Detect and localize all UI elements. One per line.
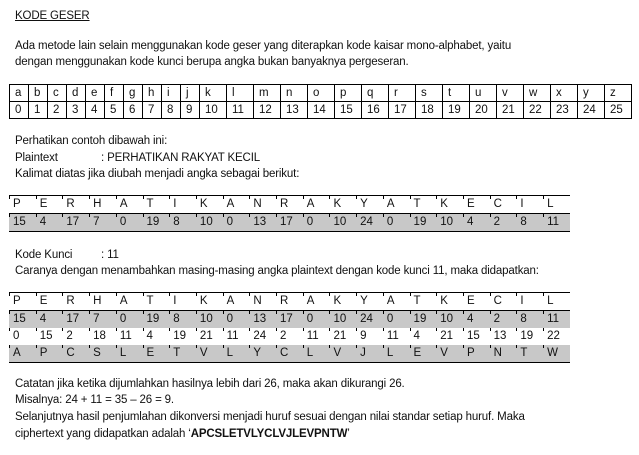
alphabet-value-cell: 24 <box>578 102 605 119</box>
plaintext-value-cell: 8 <box>516 214 543 232</box>
alphabet-value-cell: 16 <box>362 102 389 119</box>
plain-value-cell: 0 <box>383 311 410 329</box>
alphabet-letter-cell: k <box>200 85 227 102</box>
plaintext-value-cell: 10 <box>196 214 223 232</box>
alphabet-values-row <box>10 102 632 119</box>
alphabet-letters-row <box>10 85 632 102</box>
alphabet-value-cell: 18 <box>416 102 443 119</box>
alphabet-value-cell: 6 <box>124 102 143 119</box>
sum-value-cell: 9 <box>356 328 383 345</box>
alphabet-value-cell: 3 <box>67 102 86 119</box>
plain-value-cell: 2 <box>490 311 517 329</box>
cipher-letter-cell: L <box>116 345 143 363</box>
cipher-computation-table <box>9 292 570 363</box>
plaintext-letter-cell: Y <box>356 196 383 214</box>
plain-letter-cell: L <box>543 293 570 311</box>
example-heading: Perhatikan contoh dibawah ini: <box>15 135 168 147</box>
cipher-letter-cell: A <box>9 345 36 363</box>
alphabet-value-cell: 0 <box>10 102 29 119</box>
alphabet-letter-cell: u <box>470 85 497 102</box>
plain-value-cell: 17 <box>62 311 89 329</box>
plaintext-letter-cell: P <box>9 196 36 214</box>
key-label: Kode Kunci <box>15 249 73 261</box>
plain-letter-cell: P <box>9 293 36 311</box>
ciphertext-result: APCSLETVLYCLVJLEVPNTW <box>190 428 348 440</box>
plaintext-value-cell: 15 <box>9 214 36 232</box>
plaintext-value-cell: 17 <box>276 214 303 232</box>
plaintext-letter-cell: E <box>36 196 63 214</box>
cipher-letter-cell: W <box>543 345 570 363</box>
sum-value-cell: 11 <box>223 328 250 345</box>
plaintext-letter-cell: I <box>516 196 543 214</box>
plaintext-value-cell: 0 <box>116 214 143 232</box>
alphabet-letter-cell: y <box>578 85 605 102</box>
plain-value-cell: 17 <box>276 311 303 329</box>
plain-letter-cell: H <box>89 293 116 311</box>
plaintext-label: Plaintext <box>15 152 58 164</box>
sum-value-cell: 4 <box>143 328 170 345</box>
cipher-letter-cell: L <box>223 345 250 363</box>
alphabet-value-cell: 7 <box>143 102 162 119</box>
sum-value-cell: 19 <box>169 328 196 345</box>
plain-letter-cell: A <box>303 293 330 311</box>
plaintext-value-cell: 0 <box>383 214 410 232</box>
plain-letter-cell: K <box>436 293 463 311</box>
plain-value-cell: 4 <box>463 311 490 329</box>
alphabet-letter-cell: j <box>181 85 200 102</box>
plain-letter-cell: I <box>516 293 543 311</box>
plain-value-cell: 10 <box>436 311 463 329</box>
alphabet-value-cell: 25 <box>605 102 632 119</box>
alphabet-letter-cell: a <box>10 85 29 102</box>
alphabet-value-cell: 22 <box>524 102 551 119</box>
plaintext-value-cell: 11 <box>543 214 570 232</box>
sum-value-cell: 24 <box>249 328 276 345</box>
plain-value-cell: 10 <box>196 311 223 329</box>
sum-value-cell: 21 <box>436 328 463 345</box>
alphabet-letter-cell: w <box>524 85 551 102</box>
alphabet-letter-cell: d <box>67 85 86 102</box>
plain-letter-cell: K <box>196 293 223 311</box>
plaintext-values-row <box>9 214 570 232</box>
plaintext-letter-cell: I <box>169 196 196 214</box>
intro-paragraph-line-2: dengan menggunakan kode kunci berupa angka bukan banyaknya pergeseran. <box>15 56 409 68</box>
plain-value-cell: 19 <box>410 311 437 329</box>
alphabet-value-cell: 10 <box>200 102 227 119</box>
sum-value-cell: 0 <box>9 328 36 345</box>
plain-letter-cell: N <box>249 293 276 311</box>
plain-letter-cell: I <box>169 293 196 311</box>
plaintext-value-cell: 0 <box>303 214 330 232</box>
cipher-letter-cell: V <box>196 345 223 363</box>
alphabet-value-cell: 15 <box>335 102 362 119</box>
alphabet-letter-cell: v <box>497 85 524 102</box>
plaintext-value-cell: 19 <box>143 214 170 232</box>
alphabet-letter-cell: l <box>227 85 254 102</box>
method-text: Caranya dengan menambahkan masing-masing angka plaintext dengan kode kunci 11, maka didapatkan: <box>15 265 539 277</box>
cipher-letter-cell: E <box>143 345 170 363</box>
alphabet-value-cell: 4 <box>86 102 105 119</box>
plaintext-letter-cell: K <box>196 196 223 214</box>
cipher-letter-cell: J <box>356 345 383 363</box>
plain-value-cell: 7 <box>89 311 116 329</box>
cipher-letter-cell: C <box>276 345 303 363</box>
alphabet-value-cell: 11 <box>227 102 254 119</box>
key-value: : 11 <box>101 249 119 261</box>
cipher-letter-cell: T <box>516 345 543 363</box>
cipher-letter-cell: T <box>169 345 196 363</box>
alphabet-value-cell: 23 <box>551 102 578 119</box>
sum-value-cell: 21 <box>329 328 356 345</box>
plaintext-letter-cell: R <box>62 196 89 214</box>
plain-value-cell: 19 <box>143 311 170 329</box>
alphabet-value-cell: 17 <box>389 102 416 119</box>
alphabet-letter-cell: p <box>335 85 362 102</box>
alphabet-letter-cell: r <box>389 85 416 102</box>
plain-value-cell: 8 <box>169 311 196 329</box>
cipher-letters-row <box>9 345 570 363</box>
alphabet-value-cell: 19 <box>443 102 470 119</box>
plaintext-value: : PERHATIKAN RAKYAT KECIL <box>101 152 260 164</box>
alphabet-letter-cell: b <box>29 85 48 102</box>
plain-letter-cell: E <box>36 293 63 311</box>
alphabet-letter-cell: s <box>416 85 443 102</box>
alphabet-letter-cell: g <box>124 85 143 102</box>
plaintext-value-cell: 8 <box>169 214 196 232</box>
sum-value-cell: 13 <box>490 328 517 345</box>
plaintext-letter-cell: E <box>463 196 490 214</box>
plaintext-letter-cell: T <box>143 196 170 214</box>
sum-value-cell: 4 <box>410 328 437 345</box>
alphabet-letter-cell: i <box>162 85 181 102</box>
cipher-letter-cell: P <box>36 345 63 363</box>
cipher-letter-cell: L <box>303 345 330 363</box>
plain-letter-cell: A <box>383 293 410 311</box>
sum-value-cell: 11 <box>303 328 330 345</box>
plain-value-cell: 15 <box>9 311 36 329</box>
plain-letter-cell: R <box>62 293 89 311</box>
sum-value-cell: 22 <box>543 328 570 345</box>
plain-value-cell: 24 <box>356 311 383 329</box>
plain-letter-cell: R <box>276 293 303 311</box>
cipher-letter-cell: V <box>329 345 356 363</box>
intro-paragraph-line-1: Ada metode lain selain menggunakan kode geser yang diterapkan kode kaisar mono-alphabet, yaitu <box>15 40 512 52</box>
alphabet-letter-cell: c <box>48 85 67 102</box>
alphabet-letter-cell: q <box>362 85 389 102</box>
alphabet-value-table <box>9 84 632 119</box>
sum-value-cell: 19 <box>516 328 543 345</box>
alphabet-value-cell: 5 <box>105 102 124 119</box>
note-line-1: Catatan jika ketika dijumlahkan hasilnya lebih dari 26, maka akan dikurangi 26. <box>15 378 405 390</box>
plaintext-value-cell: 4 <box>463 214 490 232</box>
plaintext-value-cell: 17 <box>62 214 89 232</box>
plain-value-cell: 0 <box>116 311 143 329</box>
plain-letter-cell: C <box>490 293 517 311</box>
plaintext-letter-cell: L <box>543 196 570 214</box>
cipher-letter-cell: Y <box>249 345 276 363</box>
plaintext-letter-cell: A <box>303 196 330 214</box>
plaintext-value-cell: 19 <box>410 214 437 232</box>
plaintext-value-cell: 0 <box>223 214 250 232</box>
plaintext-value-cell: 4 <box>36 214 63 232</box>
cipher-letter-cell: N <box>490 345 517 363</box>
note-line-4 <box>15 428 350 440</box>
plain-value-cell: 0 <box>303 311 330 329</box>
conversion-text: Kalimat diatas jika diubah menjadi angka sebagai berikut: <box>15 168 300 180</box>
alphabet-letter-cell: t <box>443 85 470 102</box>
cipher-plain-values-row <box>9 311 570 329</box>
cipher-letter-cell: E <box>410 345 437 363</box>
document-title: KODE GESER <box>15 10 90 22</box>
plaintext-value-cell: 13 <box>249 214 276 232</box>
plain-letter-cell: A <box>223 293 250 311</box>
plain-letter-cell: E <box>463 293 490 311</box>
alphabet-letter-cell: x <box>551 85 578 102</box>
plaintext-value-cell: 2 <box>490 214 517 232</box>
plain-value-cell: 8 <box>516 311 543 329</box>
alphabet-letter-cell: n <box>281 85 308 102</box>
cipher-letter-cell: V <box>436 345 463 363</box>
plaintext-letter-cell: A <box>223 196 250 214</box>
ciphertext-prefix: ciphertext yang didapatkan adalah ‘ <box>15 428 191 440</box>
sum-value-cell: 21 <box>196 328 223 345</box>
alphabet-value-cell: 1 <box>29 102 48 119</box>
sum-value-cell: 2 <box>62 328 89 345</box>
plaintext-letter-cell: K <box>436 196 463 214</box>
plain-value-cell: 0 <box>223 311 250 329</box>
alphabet-value-cell: 13 <box>281 102 308 119</box>
plaintext-letter-cell: A <box>383 196 410 214</box>
sum-value-cell: 11 <box>116 328 143 345</box>
sum-value-cell: 15 <box>463 328 490 345</box>
alphabet-letter-cell: f <box>105 85 124 102</box>
plain-value-cell: 11 <box>543 311 570 329</box>
sum-value-cell: 15 <box>36 328 63 345</box>
note-line-3: Selanjutnya hasil penjumlahan dikonversi menjadi huruf sesuai dengan nilai standar setiap huruf. Maka <box>15 411 525 423</box>
sum-value-cell: 11 <box>383 328 410 345</box>
cipher-plain-letters-row <box>9 293 570 311</box>
plaintext-letter-cell: H <box>89 196 116 214</box>
plaintext-letter-cell: N <box>249 196 276 214</box>
plain-letter-cell: A <box>116 293 143 311</box>
alphabet-letter-cell: h <box>143 85 162 102</box>
cipher-letter-cell: L <box>383 345 410 363</box>
alphabet-value-cell: 21 <box>497 102 524 119</box>
alphabet-value-cell: 8 <box>162 102 181 119</box>
plaintext-value-cell: 10 <box>436 214 463 232</box>
alphabet-value-cell: 12 <box>254 102 281 119</box>
plain-letter-cell: K <box>329 293 356 311</box>
plaintext-line <box>15 152 260 164</box>
plain-value-cell: 4 <box>36 311 63 329</box>
alphabet-letter-cell: m <box>254 85 281 102</box>
plaintext-letter-cell: A <box>116 196 143 214</box>
plaintext-letter-cell: T <box>410 196 437 214</box>
plain-value-cell: 13 <box>249 311 276 329</box>
plaintext-value-cell: 24 <box>356 214 383 232</box>
plain-letter-cell: T <box>143 293 170 311</box>
alphabet-value-cell: 20 <box>470 102 497 119</box>
cipher-letter-cell: C <box>62 345 89 363</box>
sum-value-cell: 2 <box>276 328 303 345</box>
plaintext-letter-cell: C <box>490 196 517 214</box>
plaintext-number-table <box>9 195 570 232</box>
alphabet-letter-cell: o <box>308 85 335 102</box>
alphabet-value-cell: 2 <box>48 102 67 119</box>
alphabet-letter-cell: z <box>605 85 632 102</box>
alphabet-value-cell: 9 <box>181 102 200 119</box>
plaintext-letter-cell: K <box>329 196 356 214</box>
plaintext-value-cell: 7 <box>89 214 116 232</box>
plaintext-value-cell: 10 <box>329 214 356 232</box>
alphabet-value-cell: 14 <box>308 102 335 119</box>
plain-value-cell: 10 <box>329 311 356 329</box>
ciphertext-suffix: ’ <box>347 428 350 440</box>
cipher-letter-cell: S <box>89 345 116 363</box>
sum-value-cell: 18 <box>89 328 116 345</box>
plaintext-letters-row <box>9 196 570 214</box>
cipher-sum-values-row <box>9 328 570 345</box>
plain-letter-cell: T <box>410 293 437 311</box>
plaintext-letter-cell: R <box>276 196 303 214</box>
plain-letter-cell: Y <box>356 293 383 311</box>
alphabet-letter-cell: e <box>86 85 105 102</box>
key-line <box>15 249 119 261</box>
note-line-2: Misalnya: 24 + 11 = 35 – 26 = 9. <box>15 394 174 406</box>
cipher-letter-cell: P <box>463 345 490 363</box>
